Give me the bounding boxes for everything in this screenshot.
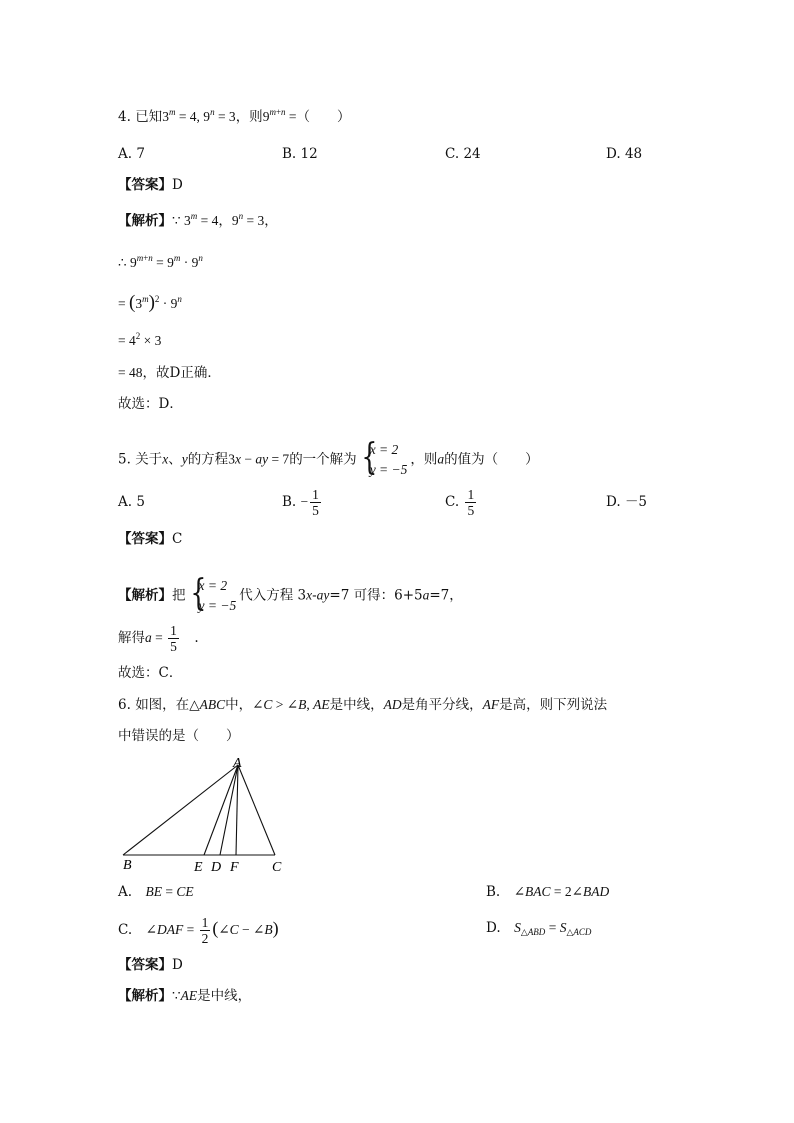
label-e: E — [194, 860, 203, 875]
segment-af — [236, 765, 238, 855]
q6-option-d: D. $S_{\triangle ABD} = S_{\triangle ACD}$ — [486, 920, 592, 937]
q4-condition-formula: $3^m = 4$, $9^n = 3$ — [162, 107, 236, 124]
q6-stem-line1: 6. 如图，在△ABC中，∠C > ∠B, AE是中线，AD是角平分线，AF是高，则下列说法 — [118, 697, 608, 713]
q6-option-c: C. ∠DAF = $\frac{1}{2}$ (∠C − ∠B) — [118, 915, 279, 946]
q4-conclusion: 故选：D． — [118, 396, 183, 412]
q5-answer: 【答案】C — [118, 531, 183, 547]
q5-option-b: B. − $\frac{1}{5}$ — [282, 487, 319, 518]
q5-option-d: D. －5 — [606, 494, 648, 510]
q4-option-c: C. 24 — [445, 146, 481, 162]
q4-option-b: B. 12 — [282, 146, 318, 162]
q6-option-a: A. BE = CE — [118, 884, 194, 900]
q4-analysis-step1: ∴ $9^{m+n} = 9^m \cdot 9^n$ — [118, 253, 203, 270]
q4-answer: 【答案】D — [118, 177, 183, 193]
q6-analysis: 【解析】∵AE是中线， — [118, 988, 252, 1004]
q5-option-c: C. $\frac{1}{5}$ — [445, 487, 475, 518]
q6-option-b: B. ∠BAC = 2∠BAD — [486, 884, 610, 900]
q5-option-a: A. 5 — [118, 494, 145, 510]
q6-stem-line2: 中错误的是（ ） — [118, 728, 240, 744]
segment-ad — [220, 765, 238, 855]
q5-conclusion: 故选：C． — [118, 665, 183, 681]
label-b: B — [123, 858, 132, 873]
q4-analysis-step2: = $(3^m)^2 \cdot 9^n$ — [118, 292, 182, 313]
q4-analysis-step3: = $4^2 \times 3$ — [118, 331, 162, 348]
q5-equation: 3x − ay = 7 — [228, 451, 290, 467]
q5-analysis-system: { x = 2 y = −5 — [189, 573, 237, 614]
q4-analysis-line1: 【解析】∵ $3^m = 4$，$9^n = 3$， — [118, 211, 278, 229]
label-f: F — [230, 860, 239, 875]
q5-solution-system: { x = 2 y = −5 — [361, 437, 408, 478]
label-d: D — [211, 860, 222, 875]
q6-answer: 【答案】D — [118, 957, 183, 973]
q4-option-d: D. 48 — [606, 146, 643, 162]
label-a: A — [233, 756, 242, 771]
q4-stem: 4. 已知$3^m = 4$, $9^n = 3$，则$9^{m+n}$ =（ ） — [118, 107, 351, 125]
q6-triangle-figure — [115, 755, 305, 875]
q5-analysis-line1: 【解析】把 { x = 2 y = −5 代入方程 3x-ay=7 可得：6+5a=7， — [118, 573, 463, 614]
q4-target-formula: $9^{m+n}$ = — [262, 107, 297, 124]
q5-stem: 5. 关于x、y的方程3x − ay = 7的一个解为 { x = 2 y = −5 ，则a的值为（ ） — [118, 437, 539, 478]
q4-option-a: A. 7 — [118, 146, 145, 162]
segment-ac — [238, 765, 275, 855]
q5-solve-line: 解得a = $\frac{1}{5}$ . — [118, 623, 199, 654]
label-c: C — [272, 860, 282, 875]
q4-analysis-step4: = 48，故D正确． — [118, 365, 221, 381]
